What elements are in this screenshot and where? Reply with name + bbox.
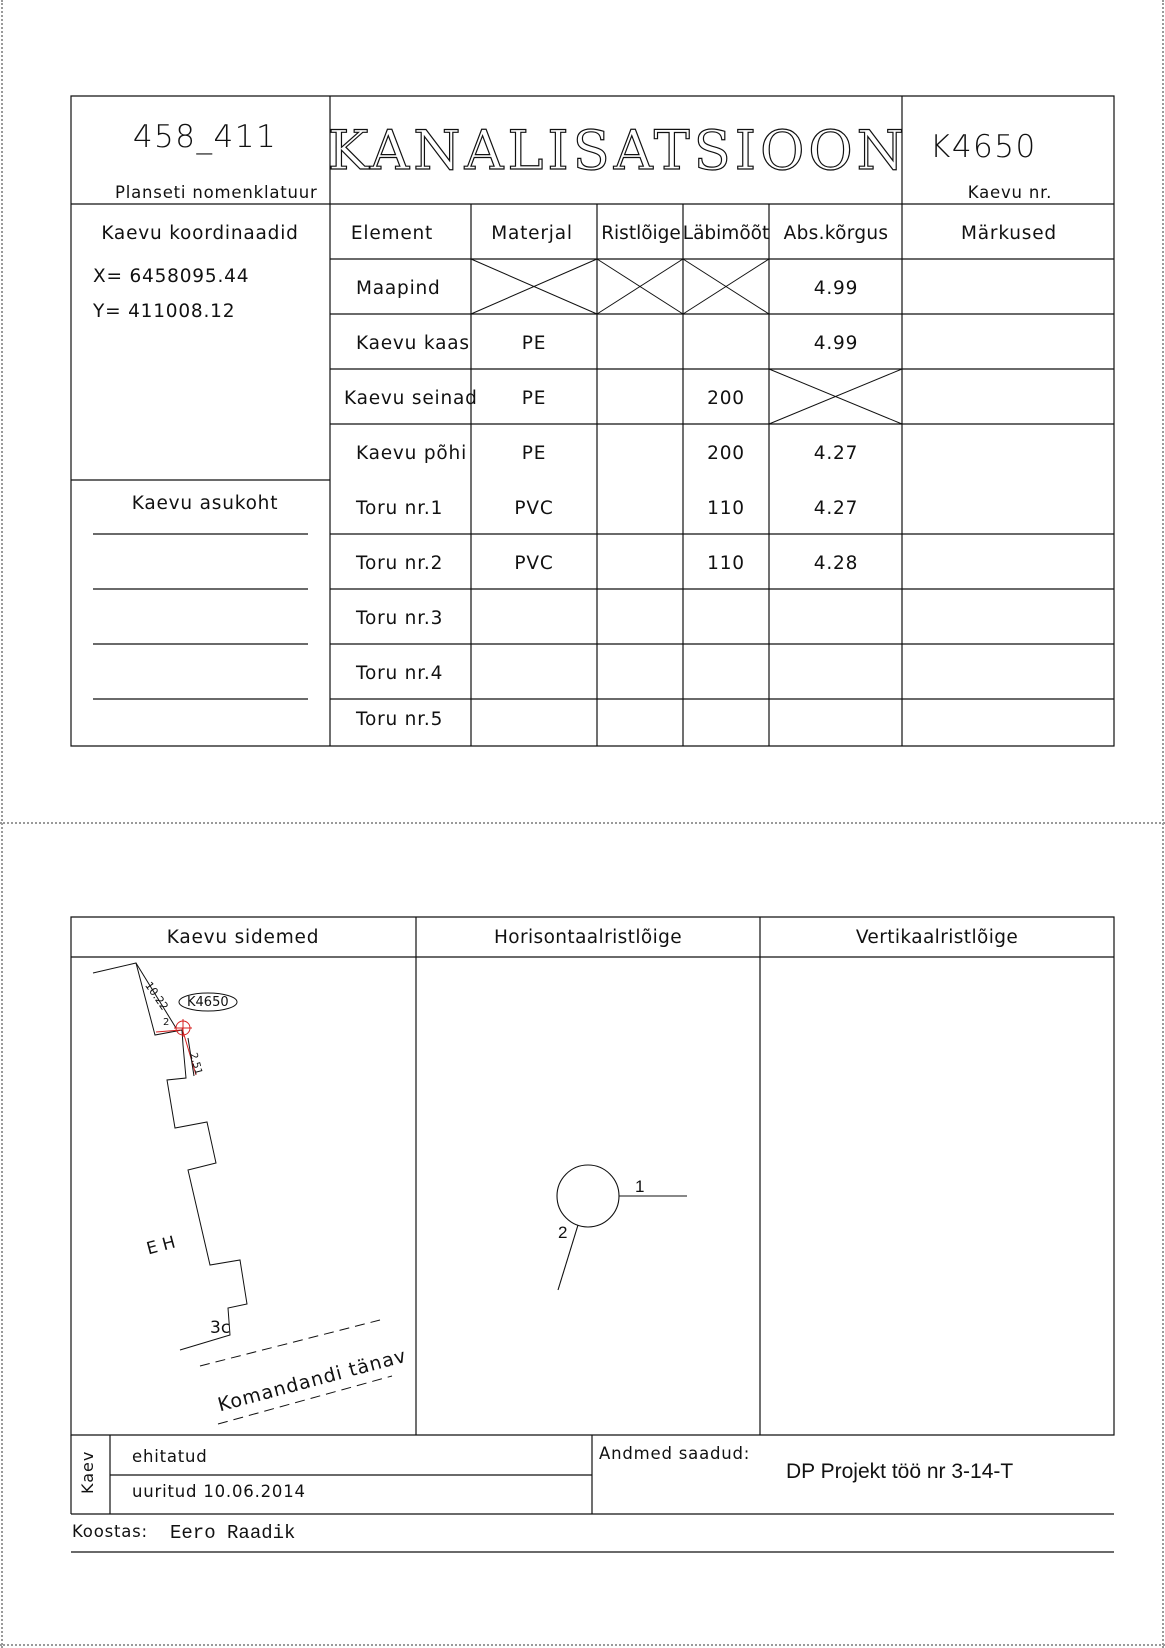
header-ristloige: Ristlõige	[601, 223, 681, 244]
footer-surveyed: uuritud 10.06.2014	[132, 1482, 306, 1501]
row-5-abs: 4.27	[813, 498, 859, 519]
row-7-element: Toru nr.3	[356, 608, 444, 629]
row-5-materjal: PVC	[514, 498, 554, 519]
site-building-label: E H	[144, 1232, 178, 1260]
planset-number: 458_411	[132, 119, 278, 155]
footer-data-source: DP Projekt töö nr 3-14-T	[786, 1460, 1014, 1483]
planset-label: Planseti nomenklatuur	[115, 183, 318, 202]
footer-compiled-label: Koostas:	[72, 1522, 148, 1541]
street-name: Komandandi tänav	[215, 1344, 410, 1417]
coordinate-y: Y= 411008.12	[93, 301, 236, 322]
row-6-element: Toru nr.2	[356, 553, 444, 574]
row-5-element: Toru nr.1	[356, 498, 444, 519]
header-markused: Märkused	[961, 223, 1057, 244]
site-sketch	[93, 963, 392, 1424]
row-1-element: Maapind	[356, 278, 441, 299]
header-horisontaalristloige: Horisontaalristlõige	[493, 927, 683, 948]
coordinates-label: Kaevu koordinaadid	[101, 223, 299, 244]
row-2-abs: 4.99	[813, 333, 859, 354]
row-3-labimoot: 200	[707, 388, 745, 409]
site-distance-1: 10.22	[142, 979, 171, 1013]
header-kaevu-sidemed: Kaevu sidemed	[166, 927, 320, 948]
header-abs-korgus: Abs.kõrgus	[783, 223, 889, 244]
row-8-element: Toru nr.4	[356, 663, 444, 684]
well-number-label: Kaevu nr.	[967, 183, 1053, 202]
footer-compiled-by: Eero Raadik	[170, 1522, 296, 1544]
header-materjal: Materjal	[491, 223, 573, 244]
well-number: K4650	[930, 129, 1037, 165]
row-6-labimoot: 110	[707, 553, 745, 574]
row-3-materjal: PE	[521, 388, 547, 409]
site-well-label: K4650	[187, 995, 229, 1010]
well-circle	[557, 1165, 619, 1227]
footer-built-label: ehitatud	[132, 1447, 208, 1466]
header-element: Element	[350, 223, 434, 244]
site-distance-2: 2	[163, 1017, 170, 1028]
header-labimoot: Läbimõõt	[682, 223, 770, 244]
row-2-element: Kaevu kaas	[356, 333, 470, 354]
row-2-materjal: PE	[521, 333, 547, 354]
pipe-1-label: 1	[635, 1177, 645, 1196]
row-6-materjal: PVC	[514, 553, 554, 574]
row-6-abs: 4.28	[813, 553, 859, 574]
coordinate-x: X= 6458095.44	[93, 266, 250, 287]
site-house-number: 3c	[210, 1318, 231, 1338]
horizontal-section-sketch	[557, 1165, 687, 1290]
row-4-materjal: PE	[521, 443, 547, 464]
row-4-element: Kaevu põhi	[356, 443, 468, 464]
location-label: Kaevu asukoht	[131, 493, 279, 514]
row-4-abs: 4.27	[813, 443, 859, 464]
row-4-labimoot: 200	[707, 443, 745, 464]
pipe-2-label: 2	[558, 1223, 568, 1242]
footer-well-label: Kaev	[78, 1450, 97, 1494]
row-1-abs: 4.99	[813, 278, 859, 299]
row-3-element: Kaevu seinad	[344, 388, 478, 409]
site-distance-3: 2.51	[187, 1051, 204, 1077]
row-5-labimoot: 110	[707, 498, 745, 519]
page-title: KANALISATSIOON	[328, 119, 908, 182]
header-vertikaalristloige: Vertikaalristlõige	[855, 927, 1019, 948]
row-9-element: Toru nr.5	[356, 709, 444, 730]
footer-data-source-label: Andmed saadud:	[599, 1444, 751, 1463]
